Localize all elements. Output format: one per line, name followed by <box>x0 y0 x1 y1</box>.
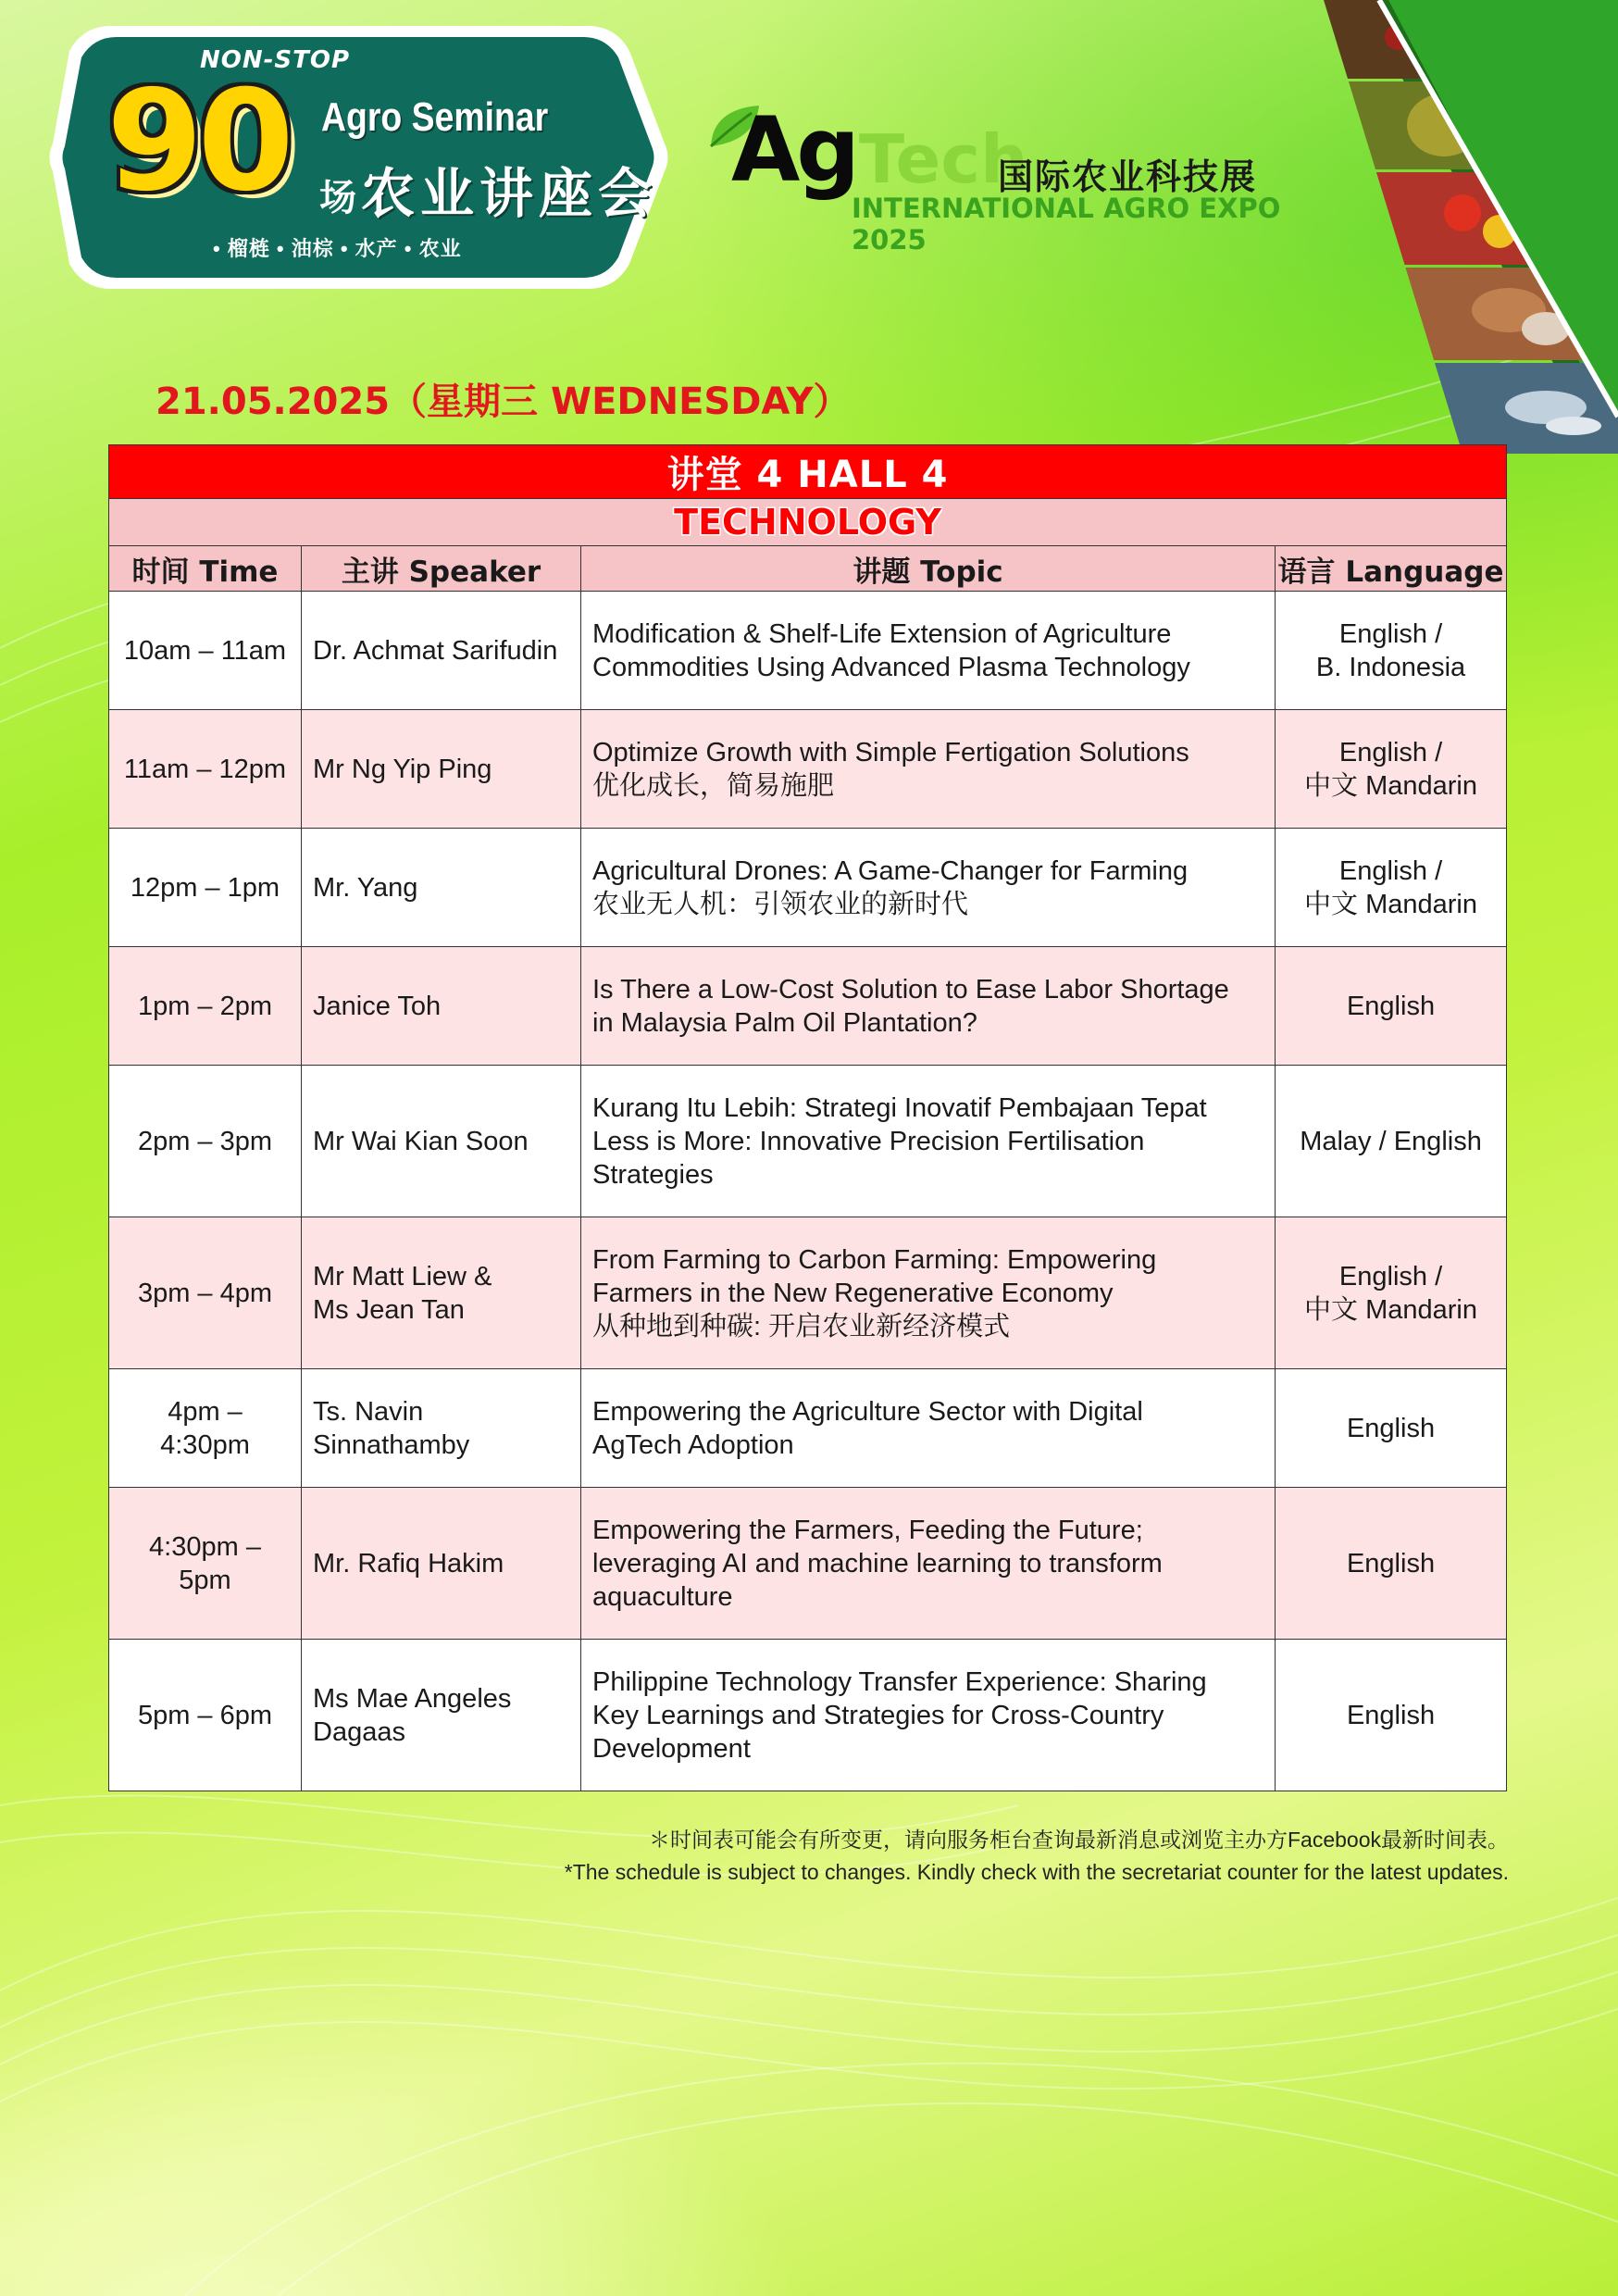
topic-cell <box>581 1488 1276 1640</box>
topic-cell-line: 优化成长，简易施肥 <box>592 770 835 801</box>
badge-cn-title: 农业讲座会 <box>361 164 658 224</box>
topic-cell-line: Commodities Using Advanced Plasma Technology <box>592 652 1190 682</box>
language-cell <box>1276 1369 1507 1488</box>
note-en: *The schedule is subject to changes. Kindly check with the secretariat counter for the latest updates. <box>564 1860 1509 1884</box>
language-cell <box>1276 1217 1507 1369</box>
topic-cell <box>581 829 1276 947</box>
speaker-cell: Mr. Rafiq Hakim <box>302 1488 581 1640</box>
header-time: 时间 Time <box>109 546 302 592</box>
badge-nonstop: NON-STOP <box>200 46 351 74</box>
note-cn: ＊时间表可能会有所变更，请向服务柜台查询最新消息或浏览主办方Facebook最新时间表。 <box>648 1828 1509 1852</box>
logo-ag: Ag <box>731 98 857 202</box>
topic-cell-line: Kurang Itu Lebih: Strategi Inovatif Pembajaan Tepat <box>592 1092 1207 1123</box>
schedule-body <box>109 592 1507 1791</box>
topic-cell-line: 从种地到种碳: 开启农业新经济模式 <box>592 1311 1011 1341</box>
language-cell-line: 中文 Mandarin <box>1304 889 1477 919</box>
logo-cn: 国际农业科技展 <box>998 158 1258 197</box>
language-cell-line: English <box>1346 991 1436 1021</box>
speaker-cell: Mr Ng Yip Ping <box>302 710 581 829</box>
hall-title: 讲堂 4 HALL 4 <box>109 445 1507 499</box>
seminar-badge <box>46 19 671 296</box>
language-cell-line: English / <box>1338 737 1443 767</box>
time-cell: 12pm – 1pm <box>109 829 302 947</box>
topic-cell-line: Key Learnings and Strategies for Cross-Country <box>592 1700 1164 1730</box>
language-cell <box>1276 1488 1507 1640</box>
table-row <box>109 1369 1507 1488</box>
time-cell: 1pm – 2pm <box>109 947 302 1066</box>
topic-cell <box>581 592 1276 710</box>
time-cell: 10am – 11am <box>109 592 302 710</box>
time-cell: 3pm – 4pm <box>109 1217 302 1369</box>
header-language: 语言 Language <box>1276 546 1507 592</box>
event-date: 21.05.2025（星期三 WEDNESDAY） <box>156 381 851 423</box>
language-cell <box>1276 710 1507 829</box>
time-cell: 2pm – 3pm <box>109 1066 302 1217</box>
language-cell <box>1276 829 1507 947</box>
topic-cell-line: Modification & Shelf-Life Extension of Agriculture <box>592 618 1172 649</box>
language-cell-line: 中文 Mandarin <box>1304 1294 1477 1325</box>
topic-cell <box>581 1369 1276 1488</box>
topic-cell-line: From Farming to Carbon Farming: Empowering <box>592 1244 1157 1275</box>
table-row <box>109 592 1507 710</box>
table-row <box>109 710 1507 829</box>
schedule-note <box>565 1824 1509 1889</box>
language-cell-line: English <box>1346 1700 1436 1730</box>
language-cell-line: B. Indonesia <box>1315 652 1466 682</box>
table-row <box>109 1640 1507 1791</box>
speaker-cell: Mr Wai Kian Soon <box>302 1066 581 1217</box>
language-cell-line: 中文 Mandarin <box>1304 770 1477 801</box>
language-cell-line: English / <box>1338 855 1443 886</box>
topic-cell-line: Optimize Growth with Simple Fertigation Solutions <box>592 737 1189 767</box>
topic-cell <box>581 947 1276 1066</box>
logo-tech: Tech <box>859 120 1028 198</box>
language-cell <box>1276 947 1507 1066</box>
topic-cell <box>581 1640 1276 1791</box>
agtech-logo <box>703 98 1296 256</box>
table-row <box>109 947 1507 1066</box>
topic-cell <box>581 1217 1276 1369</box>
language-cell-line: Malay / English <box>1300 1126 1482 1156</box>
topic-cell-line: Development <box>592 1733 751 1764</box>
table-row <box>109 1488 1507 1640</box>
language-cell-line: English <box>1346 1548 1436 1578</box>
topic-cell-line: AgTech Adoption <box>592 1429 794 1460</box>
table-row <box>109 1217 1507 1369</box>
time-cell: 11am – 12pm <box>109 710 302 829</box>
language-cell-line: English / <box>1338 1261 1443 1292</box>
topic-cell-line: aquaculture <box>592 1581 733 1612</box>
topic-cell-line: Empowering the Farmers, Feeding the Future; <box>592 1515 1143 1545</box>
badge-subtitle: • 榴梿 • 油棕 • 水产 • 农业 <box>213 237 462 260</box>
theme-title: TECHNOLOGY <box>109 499 1507 546</box>
topic-cell-line: Less is More: Innovative Precision Fertilisation <box>592 1126 1145 1156</box>
time-cell: 4:30pm – 5pm <box>109 1488 302 1640</box>
schedule-table <box>108 444 1507 1791</box>
badge-chang: 场 <box>319 178 356 218</box>
photo-strip <box>1324 0 1618 454</box>
table-row <box>109 1066 1507 1217</box>
speaker-cell: Ms Mae Angeles Dagaas <box>302 1640 581 1791</box>
language-cell <box>1276 1066 1507 1217</box>
language-cell <box>1276 592 1507 710</box>
topic-cell <box>581 1066 1276 1217</box>
time-cell: 5pm – 6pm <box>109 1640 302 1791</box>
badge-agro-seminar: Agro Seminar <box>321 94 549 140</box>
topic-cell-line: Is There a Low-Cost Solution to Ease Labor Shortage <box>592 974 1229 1004</box>
time-cell: 4pm – 4:30pm <box>109 1369 302 1488</box>
language-cell <box>1276 1640 1507 1791</box>
speaker-cell: Ts. Navin Sinnathamby <box>302 1369 581 1488</box>
topic-cell-line: Farmers in the New Regenerative Economy <box>592 1278 1114 1308</box>
speaker-cell: Mr Matt Liew & Ms Jean Tan <box>302 1217 581 1369</box>
header-topic: 讲题 Topic <box>581 546 1276 592</box>
topic-cell-line: leveraging AI and machine learning to transform <box>592 1548 1163 1578</box>
speaker-cell: Janice Toh <box>302 947 581 1066</box>
topic-cell-line: Empowering the Agriculture Sector with Digital <box>592 1396 1143 1427</box>
language-cell-line: English <box>1346 1413 1436 1443</box>
language-cell-line: English / <box>1338 618 1443 649</box>
header-speaker: 主讲 Speaker <box>302 546 581 592</box>
speaker-cell: Dr. Achmat Sarifudin <box>302 592 581 710</box>
topic-cell-line: in Malaysia Palm Oil Plantation? <box>592 1007 977 1038</box>
logo-en: INTERNATIONAL AGRO EXPO 2025 <box>852 193 1281 256</box>
table-row <box>109 829 1507 947</box>
topic-cell-line: Agricultural Drones: A Game-Changer for Farming <box>592 855 1189 886</box>
topic-cell-line: 农业无人机：引领农业的新时代 <box>592 889 969 919</box>
speaker-cell: Mr. Yang <box>302 829 581 947</box>
topic-cell <box>581 710 1276 829</box>
topic-cell-line: Strategies <box>592 1159 714 1190</box>
topic-cell-line: Philippine Technology Transfer Experience: Sharing <box>592 1666 1207 1697</box>
badge-number: 90 <box>106 61 289 222</box>
